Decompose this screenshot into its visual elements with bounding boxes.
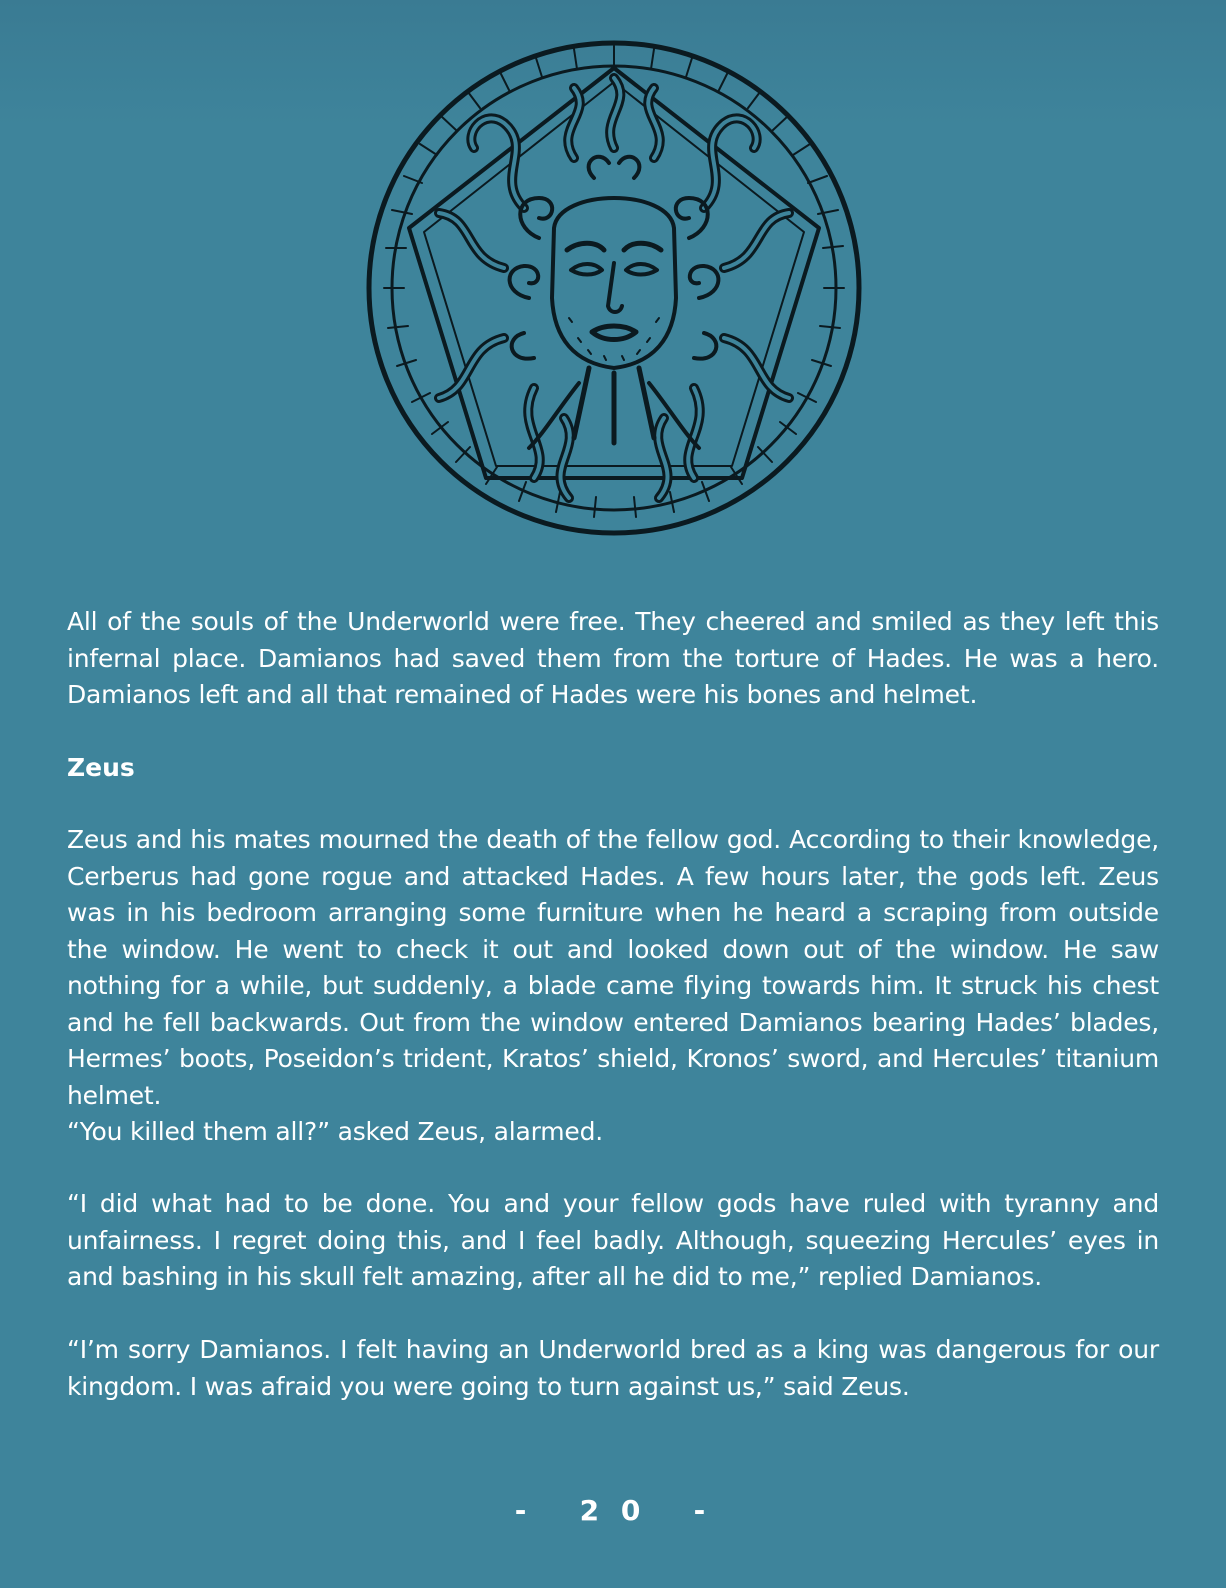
paragraph-dialogue-1: “You killed them all?” asked Zeus, alarmed. (67, 1117, 603, 1146)
paragraph-zeus-story: Zeus and his mates mourned the death of the fellow god. According to their knowledge, Cerberus had gone rogue and attacked Hades. A few hours later, the gods left. Zeus was in his bedroom arranging some furniture when he heard a scraping from outside the window. He went to check it out and looked down out of the window. He saw nothing for a while, but suddenly, a blade came flying towards him. It struck his chest and he fell backwards. Out from the window entered Damianos bearing Hades’ blades, Hermes’ boots, Poseidon’s trident, Kratos’ shield, Kronos’ sword, and Hercules’ titanium helmet. (67, 825, 1159, 1110)
page-number: - 2 0 - (514, 1494, 712, 1527)
medusa-medallion-icon (364, 38, 864, 538)
section-heading: Zeus (67, 753, 135, 782)
paragraph-dialogue-2: “I did what had to be done. You and your fellow gods have ruled with tyranny and unfairness. I regret doing this, and I feel badly. Although, squeezing Hercules’ eyes in and bashing in his skull felt amazing, after all he did to me,” replied Damianos. (67, 1189, 1159, 1291)
paragraph-dialogue-3: “I’m sorry Damianos. I felt having an Underworld bred as a king was dangerous for our kingdom. I was afraid you were going to turn against us,” said Zeus. (67, 1335, 1159, 1401)
paragraph-intro: All of the souls of the Underworld were free. They cheered and smiled as they left this infernal place. Damianos had saved them from the torture of Hades. He was a hero. Damianos left and all that remained of Hades were his bones and helmet. (67, 607, 1159, 709)
